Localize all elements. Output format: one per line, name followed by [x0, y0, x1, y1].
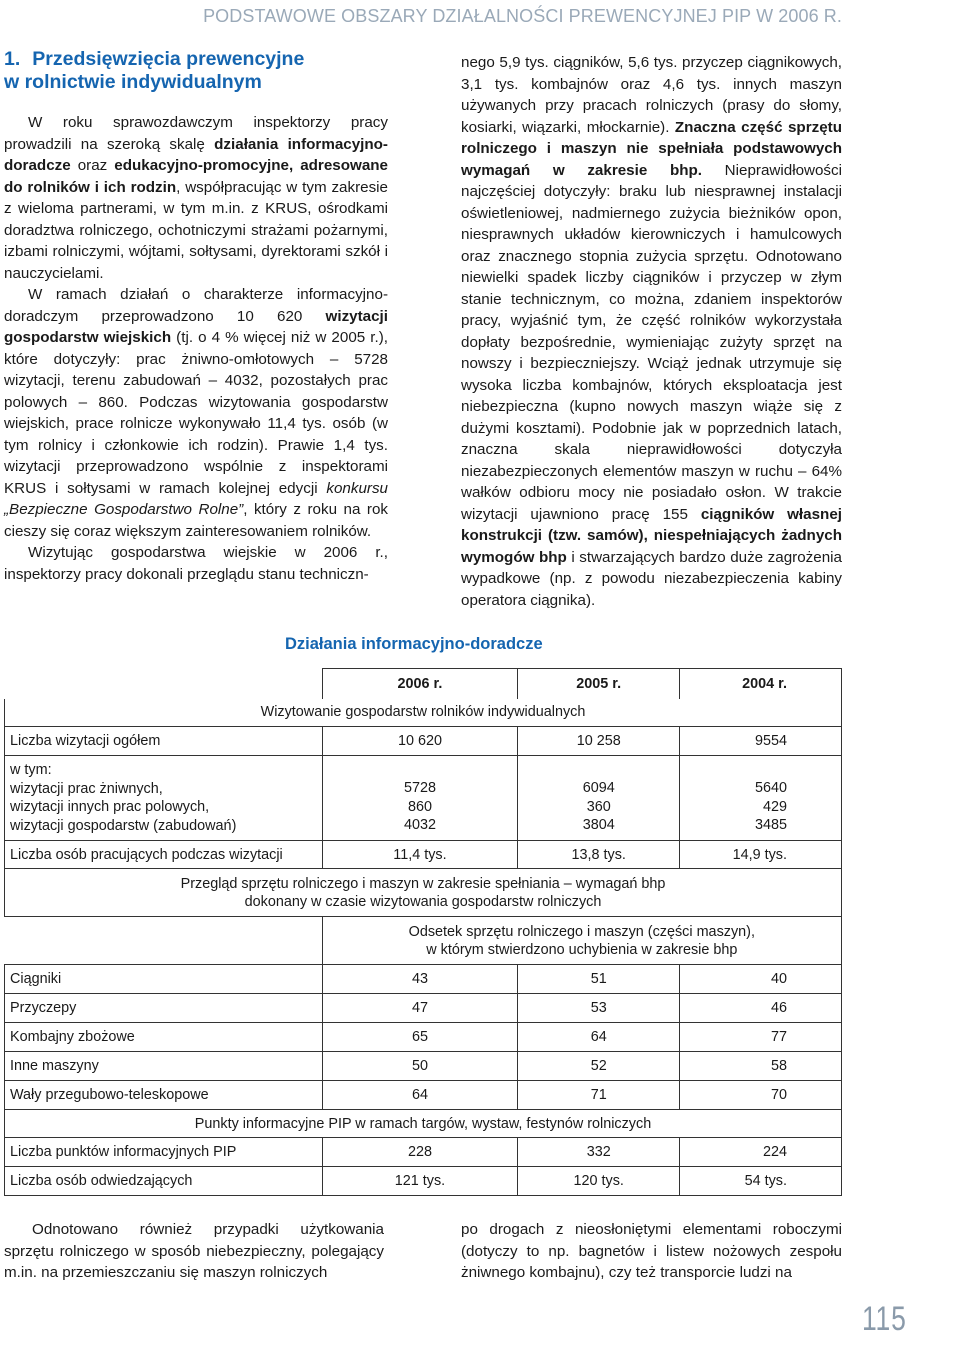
year-header: 2004 r.	[680, 669, 842, 699]
right-column	[461, 52, 842, 611]
section-title-line2: w rolnictwie indywidualnym	[4, 71, 262, 93]
year-header: 2006 r.	[322, 669, 518, 699]
table-row: Liczba punktów informacyjnych PIP 228 332 224	[5, 1138, 842, 1167]
paragraph-3: Wizytując gospodarstwa wiejskie w 2006 r., inspektorzy pracy dokonali przeglądu stanu techniczn-	[4, 544, 388, 583]
left-column	[4, 48, 388, 585]
table-header-row	[5, 669, 842, 699]
table-section-visits: Wizytowanie gospodarstw rolników indywidualnych	[5, 699, 842, 727]
bottom-left-paragraph: Odnotowano również przypadki użytkowania sprzętu rolniczego w sposób niebezpieczny, polegający m.in. na przemieszczaniu się maszyn rolniczych	[4, 1221, 384, 1281]
paragraph-2: W ramach działań o charakterze informacyjno-doradczym przeprowadzono 10 620 wizytacji gospodarstw wiejskich (tj. o 4 % więcej niż w 2005 r.), które dotyczyły: prac żniwno-omłotowych – 5728 wizytacji, terenu zabudowań – 4032, pozostałych prac polowych – 860. Podczas wizytowania gospodarstw wiejskich, prace rolnicze wykonywało 11,4 tys. osób (w tym rolnicy i członkowie ich rodzin). Prawie 1,4 tys. wizytacji przeprowadzono wspólnie z inspektorami KRUS i sołtysami w ramach kolejnej edycji konkursu „Bezpieczne Gospodarstwo Rolne”, który z roku na rok cieszy się coraz większym zainteresowaniem rolników.	[4, 286, 389, 540]
section-number: 1.	[4, 48, 21, 70]
table-row: w tym: wizytacji prac żniwnych, wizytacji innych prac polowych, wizytacji gospodarstw (zabudowań) 5728 860 4032 6094 360 3804 5640 429 3485	[5, 756, 842, 841]
table-section-inspection: Przegląd sprzętu rolniczego i maszyn w zakresie spełniania – wymagań bhp dokonany w czasie wizytowania gospodarstw rolniczych	[5, 869, 842, 917]
year-header: 2005 r.	[518, 669, 680, 699]
data-table	[4, 668, 842, 1196]
paragraph-4: nego 5,9 tys. ciągników, 5,6 tys. przyczep ciągnikowych, 3,1 tys. kombajnów oraz 4,6 tys. innych maszyn używanych przy pracach rolniczych (prasy do słomy, kosiarki, wiązarki, młockarnie). Znaczna część sprzętu rolniczego i maszyn nie spełniała podstawowych wymagań w zakresie bhp. Nieprawidłowości najczęściej dotyczyły: braku lub niesprawnej instalacji oświetleniowej, nadmiernego zużycia bieżników opon, niesprawnych układów kierowniczych i hamulcowych oraz znacznego stopnia zużycia sprzętu. Odnotowano niewielki spadek liczby ciągników i przyczep w złym stanie technicznym, co można, zdaniem inspektorów pracy, wyjaśnić tym, że część rolników wykorzystała dopłaty bezpośrednie, wymieniając zużyty sprzęt na nowszy i bezpieczniejszy. Wciąż jednak utrzymuje się wysoka liczba kombajnów, których eksploatacja jest niebezpieczna (kupno nowych maszyn wiąże się z dużymi kosztami). Podobnie jak w poprzednich latach, znaczna skala nieprawidłowości dotyczyła niezabezpieczonych elementów maszyn w ruchu – 64% wałków odbioru mocy nie posiadało osłon. W trakcie wizytacji ujawniono pracę 155 ciągników własnej konstrukcji (tzw. samów), niespełniających żadnych wymogów bhp i stwarzających bardzo duże zagrożenia wypadkowe (np. z powodu niezabezpieczenia kabiny operatora ciągnika).	[461, 54, 842, 609]
table-row: Liczba wizytacji ogółem 10 620 10 258 9554	[5, 727, 842, 756]
table-title: Działania informacyjno-doradcze	[285, 635, 543, 653]
table-row: Wały przegubowo-teleskopowe 64 71 70	[5, 1081, 842, 1110]
page-number: 115	[862, 1300, 907, 1338]
table-row: Liczba osób odwiedzających 121 tys. 120 tys. 54 tys.	[5, 1167, 842, 1196]
section-title	[4, 48, 388, 94]
table-section-info-points: Punkty informacyjne PIP w ramach targów, wystaw, festynów rolniczych	[5, 1110, 842, 1138]
table-section-percent: Odsetek sprzętu rolniczego i maszyn (części maszyn), w którym stwierdzono uchybienia w zakresie bhp	[322, 917, 841, 965]
running-header: PODSTAWOWE OBSZARY DZIAŁALNOŚCI PREWENCYJNEJ PIP W 2006 R.	[203, 6, 842, 26]
table-row: Kombajny zbożowe 65 64 77	[5, 1023, 842, 1052]
table-row: Ciągniki 43 51 40	[5, 965, 842, 994]
section-title-line1: Przedsięwzięcia prewencyjne	[32, 48, 305, 70]
table-row: Przyczepy 47 53 46	[5, 994, 842, 1023]
paragraph-1: W roku sprawozdawczym inspektorzy pracy prowadzili na szeroką skalę działania informacyjno-doradcze oraz edukacyjno-promocyjne, adresowane do rolników i ich rodzin, współpracując w tym zakresie z wieloma partnerami, w tym m.in. z KRUS, ośrodkami doradztwa rolniczego, ochotniczymi strażami pożarnymi, izbami rolniczymi, wójtami, sołtysami, dyrektorami szkół i nauczycielami.	[4, 114, 388, 282]
bottom-right-paragraph: po drogach z nieosłoniętymi elementami roboczymi (dotyczy to np. bagnetów i listew nożowych zespołu żniwnego kombajnu), czy też transporcie ludzi na	[461, 1221, 842, 1281]
table-row: Inne maszyny 50 52 58	[5, 1052, 842, 1081]
table-row: Liczba osób pracujących podczas wizytacji 11,4 tys. 13,8 tys. 14,9 tys.	[5, 841, 842, 869]
